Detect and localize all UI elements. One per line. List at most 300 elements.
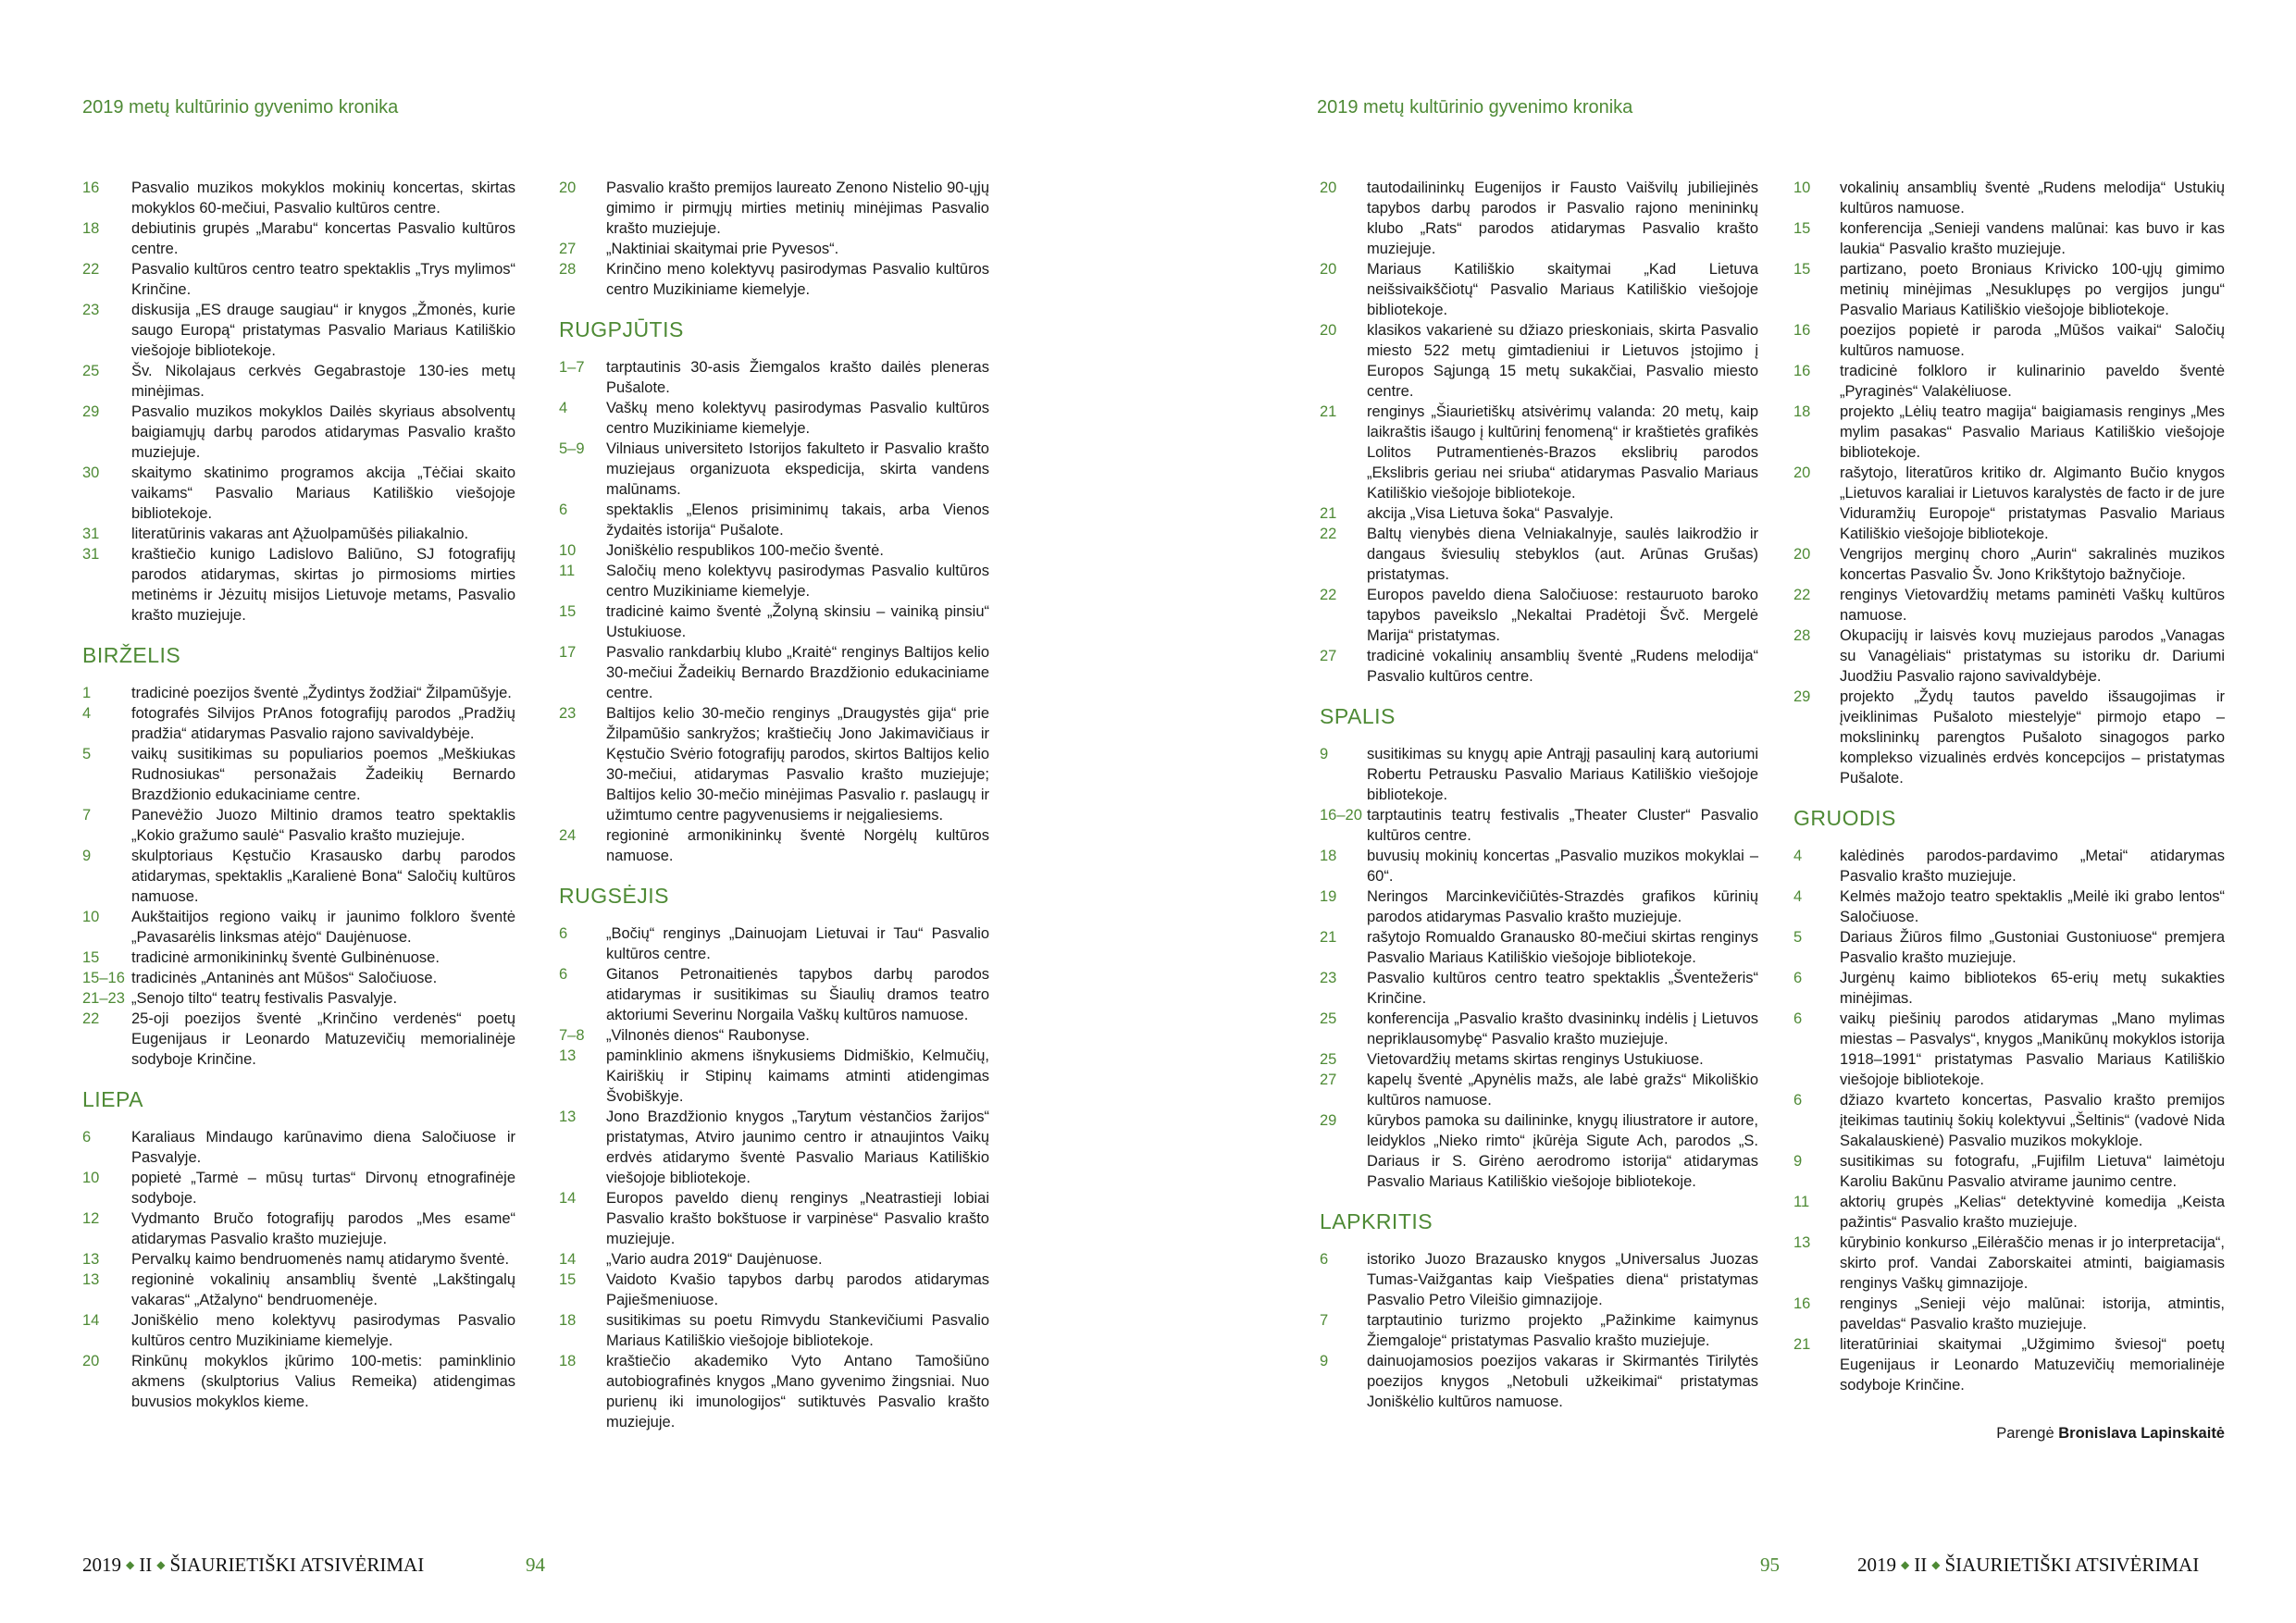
entry-date: 27	[1320, 648, 1337, 664]
entry-date: 22	[1793, 587, 1811, 603]
entry-date: 9	[82, 848, 92, 864]
entry-text: diskusija „ES drauge saugiau“ ir knygos „Žmonės, kurie saugo Europą“ pristatymas Pasvalio Mariaus Katiliškio viešojoje bibliotekoje.	[131, 302, 515, 359]
chronicle-entry	[1793, 1334, 2225, 1395]
entry-text: Gitanos Petronaitienės tapybos darbų parodos atidarymas ir susitikimas su Šiaulių dramos teatro aktoriumi Severinu Norgaila Vaškų kultūros namuose.	[606, 966, 989, 1023]
entry-text: kapelų šventė „Apynėlis mažs, ale labė gražs“ Mikoliškio kultūros namuose.	[1367, 1072, 1758, 1109]
chronicle-entry	[1793, 178, 2225, 218]
chronicle-entry	[1320, 805, 1758, 846]
entry-date: 16	[1793, 322, 1811, 339]
entry-date: 21	[1320, 505, 1337, 522]
chronicle-entry	[559, 1249, 989, 1270]
page-number-right: 95	[1760, 1554, 1780, 1576]
column-3-entries	[1320, 178, 1758, 1412]
chronicle-entry	[1320, 503, 1758, 524]
entry-date: 27	[1320, 1072, 1337, 1088]
entry-text: vaikų susitikimas su populiarios poemos „Meškiukas Rudnosiukas“ personažais Žadeikių Bernardo Brazdžionio edukaciniame centre.	[131, 746, 515, 803]
entry-date: 16	[1793, 1295, 1811, 1312]
entry-text: spektaklis „Elenos prisiminimų takais, arba Vienos žydaitės istorija“ Pušalote.	[606, 502, 989, 539]
entry-date: 6	[1793, 970, 1803, 986]
chronicle-entry	[1793, 626, 2225, 687]
entry-text: Europos paveldo diena Saločiuose: restauruoto baroko tapybos paveikslo „Nekaltai Pradėtoji Švč. Mergelė Marija“ pristatymas.	[1367, 587, 1758, 644]
entry-text: susitikimas su knygų apie Antrąjį pasaulinį karą autoriumi Robertu Petrausku Pasvalio Mariaus Katiliškio viešojoje bibliotekoje.	[1367, 746, 1758, 803]
chronicle-entry	[82, 463, 515, 524]
entry-text: tradicinė kaimo šventė „Žolyną skinsiu – vainiką pinsiu“ Ustukiuose.	[606, 603, 989, 640]
chronicle-entry	[1793, 886, 2225, 927]
chronicle-entry	[559, 703, 989, 825]
month-heading: LIEPA	[82, 1087, 143, 1111]
chronicle-entry	[1793, 402, 2225, 463]
chronicle-entry	[1793, 1151, 2225, 1192]
chronicle-entry	[1793, 1090, 2225, 1151]
diamond-icon: ◆	[156, 1558, 166, 1571]
entry-date: 25	[1320, 1010, 1337, 1027]
chronicle-entry	[1793, 320, 2225, 361]
entry-text: Dariaus Žiūros filmo „Gustoniai Gustoniuose“ premjera Pasvalio krašto muziejuje.	[1840, 929, 2225, 966]
chronicle-entry	[82, 524, 515, 544]
entry-text: regioninė vokalinių ansamblių šventė „Lakštingalų vakaras“ „Atžalyno“ bendruomenėje.	[131, 1271, 515, 1308]
entry-date: 18	[559, 1353, 577, 1369]
column-4-entries	[1793, 178, 2225, 1395]
entry-date: 20	[1320, 261, 1337, 278]
entry-date: 6	[559, 502, 568, 518]
chronicle-entry	[1320, 178, 1758, 259]
entry-text: fotografės Silvijos PrAnos fotografijų parodos „Pradžių pradžia“ atidarymas Pasvalio rajono savivaldybėje.	[131, 705, 515, 742]
entry-date: 15	[1793, 261, 1811, 278]
entry-date: 7	[1320, 1312, 1329, 1329]
diamond-icon: ◆	[1931, 1558, 1941, 1571]
chronicle-entry	[1320, 1110, 1758, 1192]
entry-date: 13	[559, 1047, 577, 1064]
entry-date: 9	[1793, 1153, 1803, 1170]
entry-text: Kelmės mažojo teatro spektaklis „Meilė iki grabo lentos“ Saločiuose.	[1840, 888, 2225, 925]
entry-text: kraštiečio akademiko Vyto Antano Tamošiūno autobiografinės knygos „Mano gyvenimo žingsniai. Nuo purienų iki imunologijos“ sutiktuvės Pasvalio krašto muziejuje.	[606, 1353, 989, 1431]
entry-date: 5–9	[559, 440, 585, 457]
entry-text: vokalinių ansamblių šventė „Rudens melodija“ Ustukių kultūros namuose.	[1840, 180, 2225, 217]
running-header-right: 2019 metų kultūrinio gyvenimo kronika	[1317, 97, 1633, 118]
entry-text: susitikimas su poetu Rimvydu Stankevičiumi Pasvalio Mariaus Katiliškio viešojoje bibliotekoje.	[606, 1312, 989, 1349]
entry-date: 6	[559, 925, 568, 942]
entry-date: 22	[1320, 587, 1337, 603]
chronicle-entry	[559, 1270, 989, 1310]
entry-date: 20	[1320, 322, 1337, 339]
entry-date: 12	[82, 1210, 100, 1227]
chronicle-entry	[1320, 1310, 1758, 1351]
chronicle-entry	[1320, 585, 1758, 646]
column-1	[82, 178, 515, 1412]
chronicle-entry	[1793, 1192, 2225, 1233]
entry-date: 31	[82, 546, 100, 563]
footer-right	[1857, 1553, 2199, 1577]
entry-text: „Senojo tilto“ teatrų festivalis Pasvalyje.	[131, 990, 398, 1007]
chronicle-entry	[1793, 218, 2225, 259]
chronicle-entry	[559, 178, 989, 239]
entry-date: 23	[82, 302, 100, 318]
chronicle-entry	[82, 544, 515, 626]
chronicle-entry	[559, 357, 989, 398]
chronicle-entry	[1320, 1049, 1758, 1070]
entry-text: poezijos popietė ir paroda „Mūšos vaikai“ Saločių kultūros namuose.	[1840, 322, 2225, 359]
entry-text: Saločių meno kolektyvų pasirodymas Pasvalio kultūros centro Muzikiniame kiemelyje.	[606, 563, 989, 600]
entry-text: renginys „Šiaurietiškų atsivėrimų valanda: 20 metų, kaip laikraštis išaugo į kultūrinį fenomeną“ ir kraštietės grafikės Lolitos Putramentienės-Brazos ekslibrių parodos „Ekslibris geriau nei sriuba“ atidarymas Pasvalio Mariaus Katiliškio viešojoje bibliotekoje.	[1367, 403, 1758, 502]
entry-date: 11	[559, 563, 576, 579]
entry-date: 21	[1793, 1336, 1811, 1353]
entry-date: 7–8	[559, 1027, 585, 1044]
chronicle-entry	[82, 744, 515, 805]
entry-date: 10	[559, 542, 577, 559]
entry-date: 29	[1320, 1112, 1337, 1129]
chronicle-entry	[1320, 524, 1758, 585]
entry-text: tradicinė vokalinių ansamblių šventė „Rudens melodija“ Pasvalio kultūros centre.	[1367, 648, 1758, 685]
entry-text: Europos paveldo dienų renginys „Neatrastieji lobiai Pasvalio krašto bokštuose ir varpinėse“ Pasvalio krašto muziejuje.	[606, 1190, 989, 1247]
entry-date: 18	[1320, 848, 1337, 864]
entry-date: 22	[82, 1010, 100, 1027]
entry-date: 6	[82, 1129, 92, 1146]
entry-date: 6	[1320, 1251, 1329, 1268]
entry-date: 4	[559, 400, 568, 416]
chronicle-entry	[82, 402, 515, 463]
entry-date: 20	[1793, 465, 1811, 481]
chronicle-entry	[82, 703, 515, 744]
chronicle-entry	[559, 239, 989, 259]
entry-date: 25	[82, 363, 100, 379]
entry-date: 29	[1793, 688, 1811, 705]
entry-date: 16	[82, 180, 100, 196]
chronicle-entry	[82, 1208, 515, 1249]
entry-text: popietė „Tarmė – mūsų turtas“ Dirvonų etnografinėje sodyboje.	[131, 1170, 515, 1207]
credit-label: Parengė	[1996, 1425, 2054, 1442]
chronicle-entry	[559, 1046, 989, 1107]
chronicle-entry	[1320, 846, 1758, 886]
entry-text: Karaliaus Mindaugo karūnavimo diena Saločiuose ir Pasvalyje.	[131, 1129, 515, 1166]
chronicle-entry	[559, 561, 989, 601]
entry-date: 19	[1320, 888, 1337, 905]
entry-text: paminklinio akmens išnykusiems Didmiškio, Kelmučių, Kairiškių ir Stipinų kaimams atminti atidengimas Švobiškyje.	[606, 1047, 989, 1105]
entry-date: 14	[559, 1251, 577, 1268]
chronicle-entry	[1793, 927, 2225, 968]
chronicle-entry	[1793, 968, 2225, 1009]
entry-text: Vengrijos merginų choro „Aurin“ sakralinės muzikos koncertas Pasvalio Šv. Jono Krikštytojo bažnyčioje.	[1840, 546, 2225, 583]
entry-text: Aukštaitijos regiono vaikų ir jaunimo folkloro šventė „Pavasarėlis linksmas atėjo“ Daujėnuose.	[131, 909, 515, 946]
chronicle-entry	[559, 398, 989, 439]
entry-text: „Naktiniai skaitymai prie Pyvesos“.	[606, 241, 839, 257]
entry-text: projekto „Žydų tautos paveldo išsaugojimas ir įveiklinimas Pušaloto miestelyje“ pirmojo etapo – mokslininkų parengtos Pušaloto sinagogos parko komplekso vizualinės erdvės koncepcijos – pristatymas Pušalote.	[1840, 688, 2225, 787]
chronicle-entry	[1320, 259, 1758, 320]
entry-text: Vaidoto Kvašio tapybos darbų parodos atidarymas Pajiešmeniuose.	[606, 1271, 989, 1308]
entry-text: Vietovardžių metams skirtas renginys Ustukiuose.	[1367, 1051, 1704, 1068]
chronicle-entry	[1793, 687, 2225, 788]
entry-date: 21–23	[82, 990, 125, 1007]
entry-text: kūrybos pamoka su dailininke, knygų iliustratore ir autore, leidyklos „Nieko rimto“ įkūrėja Sigute Ach, parodos „S. Dariaus ir S. Girėno aerodromo istorija“ atidarymas Pasvalio Mariaus Katiliškio viešojoje bibliotekoje.	[1367, 1112, 1758, 1190]
entry-date: 1–7	[559, 359, 585, 376]
footer-issue: II	[1914, 1554, 1928, 1576]
entry-text: aktorių grupės „Kelias“ detektyvinė komedija „Keista pažintis“ Pasvalio krašto muziejuje.	[1840, 1194, 2225, 1231]
entry-text: tradicinės „Antaninės ant Mūšos“ Saločiuose.	[131, 970, 438, 986]
entry-text: džiazo kvarteto koncertas, Pasvalio krašto premijos įteikimas tautinių šokių kolektyvui „Šeltinis“ (vadovė Nida Sakalauskienė) Pasvalio muzikos mokykloje.	[1840, 1092, 2225, 1149]
chronicle-entry	[82, 300, 515, 361]
entry-text: Pasvalio kultūros centro teatro spektaklis „Trys mylimos“ Krinčine.	[131, 261, 515, 298]
entry-text: kalėdinės parodos-pardavimo „Metai“ atidarymas Pasvalio krašto muziejuje.	[1840, 848, 2225, 885]
entry-date: 11	[1793, 1194, 1810, 1210]
entry-text: Jono Brazdžionio knygos „Tarytum vėstančios žarijos“ pristatymas, Atviro jaunimo centro ir atnaujintos Vaikų erdvės atidarymo šventė Pasvalio Mariaus Katiliškio viešojoje bibliotekoje.	[606, 1109, 989, 1186]
chronicle-entry	[559, 601, 989, 642]
chronicle-entry	[559, 1025, 989, 1046]
entry-date: 28	[1793, 627, 1811, 644]
entry-date: 18	[1793, 403, 1811, 420]
entry-text: Vaškų meno kolektyvų pasirodymas Pasvalio kultūros centro Muzikiniame kiemelyje.	[606, 400, 989, 437]
chronicle-entry	[82, 1310, 515, 1351]
chronicle-entry	[82, 1351, 515, 1412]
entry-date: 17	[559, 644, 577, 661]
entry-date: 1	[82, 685, 92, 701]
entry-date: 4	[1793, 888, 1803, 905]
chronicle-entry	[559, 1310, 989, 1351]
credit-author: Bronislava Lapinskaitė	[2058, 1425, 2225, 1442]
entry-text: tradicinė poezijos šventė „Žydintys žodžiai“ Žilpamūšyje.	[131, 685, 512, 701]
entry-text: istoriko Juozo Brazausko knygos „Universalus Juozas Tumas-Vaižgantas kaip Viešpaties diena“ pristatymas Pasvalio Petro Vileišio gimnazijoje.	[1367, 1251, 1758, 1308]
entry-text: literatūrinis vakaras ant Ąžuolpamūšės piliakalnio.	[131, 526, 469, 542]
chronicle-entry	[559, 259, 989, 300]
chronicle-entry	[559, 964, 989, 1025]
month-heading: GRUODIS	[1793, 806, 1896, 830]
month-heading: BIRŽELIS	[82, 643, 181, 667]
entry-date: 20	[1793, 546, 1811, 563]
entry-text: Panevėžio Juozo Miltinio dramos teatro spektaklis „Kokio gražumo saulė“ Pasvalio krašto muziejuje.	[131, 807, 515, 844]
entry-date: 4	[1793, 848, 1803, 864]
chronicle-entry	[1793, 259, 2225, 320]
entry-text: Pervalkų kaimo bendruomenės namų atidarymo šventė.	[131, 1251, 510, 1268]
entry-text: renginys „Senieji vėjo malūnai: istorija, atmintis, paveldas“ Pasvalio krašto muziejuje.	[1840, 1295, 2225, 1332]
entry-date: 5	[82, 746, 92, 762]
entry-date: 23	[1320, 970, 1337, 986]
chronicle-entry	[82, 259, 515, 300]
entry-date: 24	[559, 827, 577, 844]
chronicle-entry	[559, 540, 989, 561]
chronicle-entry	[1320, 968, 1758, 1009]
entry-date: 16	[1793, 363, 1811, 379]
entry-date: 28	[559, 261, 577, 278]
entry-text: tarptautinis 30-asis Žiemgalos krašto dailės pleneras Pušalote.	[606, 359, 989, 396]
entry-date: 14	[82, 1312, 100, 1329]
entry-text: tradicinė armonikininkų šventė Gulbinėnuose.	[131, 949, 440, 966]
chronicle-entry	[559, 1107, 989, 1188]
chronicle-entry	[1320, 1351, 1758, 1412]
entry-text: debiutinis grupės „Marabu“ koncertas Pasvalio kultūros centre.	[131, 220, 515, 257]
chronicle-entry	[559, 1188, 989, 1249]
chronicle-entry	[1320, 1249, 1758, 1310]
entry-text: Joniškėlio meno kolektyvų pasirodymas Pasvalio kultūros centro Muzikiniame kiemelyje.	[131, 1312, 515, 1349]
entry-text: literatūriniai skaitymai „Užgimimo šviesoj“ poetų Eugenijaus ir Leonardo Matuzevičių memorialinėje sodyboje Krinčine.	[1840, 1336, 2225, 1394]
chronicle-entry	[559, 825, 989, 866]
chronicle-entry	[82, 683, 515, 703]
entry-date: 30	[82, 465, 100, 481]
entry-text: klasikos vakarienė su džiazo prieskoniais, skirta Pasvalio miesto 522 metų gimtadieniui ir Lietuvos įstojimo į Europos Sąjungą 15 metų sukakčiai, Pasvalio miesto centre.	[1367, 322, 1758, 400]
entry-text: kūrybinio konkurso „Eilėraščio menas ir jo interpretacija“, skirto prof. Vandai Zaborskaitei atminti, baigiamasis renginys Vaškų gimnazijoje.	[1840, 1234, 2225, 1292]
diamond-icon: ◆	[1901, 1558, 1910, 1571]
entry-text: tradicinė folkloro ir kulinarinio paveldo šventė „Pyraginės“ Valakėliuose.	[1840, 363, 2225, 400]
footer-year: 2019	[82, 1554, 121, 1576]
entry-text: Neringos Marcinkevičiūtės-Strazdės grafikos kūrinių parodos atidarymas Pasvalio krašto muziejuje.	[1367, 888, 1758, 925]
entry-date: 16–20	[1320, 807, 1362, 824]
entry-text: Krinčino meno kolektyvų pasirodymas Pasvalio kultūros centro Muzikiniame kiemelyje.	[606, 261, 989, 298]
chronicle-entry	[559, 1351, 989, 1432]
chronicle-entry	[82, 948, 515, 968]
chronicle-entry	[1793, 463, 2225, 544]
chronicle-entry	[1320, 1009, 1758, 1049]
entry-text: konferencija „Pasvalio krašto dvasininkų indėlis į Lietuvos nepriklausomybę“ Pasvalio krašto muziejuje.	[1367, 1010, 1758, 1047]
entry-date: 13	[82, 1251, 100, 1268]
running-header-left: 2019 metų kultūrinio gyvenimo kronika	[82, 97, 399, 118]
entry-date: 22	[1320, 526, 1337, 542]
chronicle-entry	[1793, 361, 2225, 402]
entry-text: dainuojamosios poezijos vakaras ir Skirmantės Tirilytės poezijos knygos „Netobuli užkeikimai“ pristatymas Joniškėlio kultūros namuose.	[1367, 1353, 1758, 1410]
entry-date: 10	[82, 909, 100, 925]
chronicle-entry	[1320, 886, 1758, 927]
entry-date: 6	[1793, 1010, 1803, 1027]
entry-date: 9	[1320, 746, 1329, 762]
entry-date: 7	[82, 807, 92, 824]
entry-text: renginys Vietovardžių metams paminėti Vaškų kultūros namuose.	[1840, 587, 2225, 624]
month-heading: SPALIS	[1320, 704, 1396, 728]
chronicle-entry	[82, 1009, 515, 1070]
chronicle-entry	[559, 642, 989, 703]
chronicle-entry	[82, 968, 515, 988]
entry-text: rašytojo, literatūros kritiko dr. Algimanto Bučio knygos „Lietuvos karaliai ir Lietuvos karalystės de facto ir de jure Viduramžių Europoje“ pristatymas Pasvalio Mariaus Katiliškio viešojoje bibliotekoje.	[1840, 465, 2225, 542]
entry-text: Pasvalio muzikos mokyklos Dailės skyriaus absolventų baigiamųjų darbų parodos atidarymas Pasvalio krašto muziejuje.	[131, 403, 515, 461]
entry-date: 20	[1320, 180, 1337, 196]
chronicle-entry	[1793, 544, 2225, 585]
entry-text: Mariaus Katiliškio skaitymai „Kad Lietuva neišsivaikščiotų“ Pasvalio Mariaus Katiliškio viešojoje bibliotekoje.	[1367, 261, 1758, 318]
footer-issue: II	[139, 1554, 153, 1576]
month-heading: RUGSĖJIS	[559, 884, 670, 908]
entry-date: 18	[559, 1312, 577, 1329]
entry-text: tarptautinio turizmo projekto „Pažinkime kaimynus Žiemgaloje“ pristatymas Pasvalio krašto muziejuje.	[1367, 1312, 1758, 1349]
entry-date: 15	[1793, 220, 1811, 237]
entry-date: 20	[559, 180, 577, 196]
entry-date: 10	[1793, 180, 1811, 196]
chronicle-entry	[1793, 1009, 2225, 1090]
entry-text: rašytojo Romualdo Granausko 80-mečiui skirtas renginys Pasvalio Mariaus Katiliškio viešojoje bibliotekoje.	[1367, 929, 1758, 966]
entry-date: 15–16	[82, 970, 125, 986]
entry-date: 15	[82, 949, 100, 966]
entry-date: 23	[559, 705, 577, 722]
entry-date: 27	[559, 241, 577, 257]
entry-text: 25-oji poezijos šventė „Krinčino verdenės“ poetų Eugenijaus ir Leonardo Matuzevičių memorialinėje sodyboje Krinčine.	[131, 1010, 515, 1068]
chronicle-entry	[1793, 585, 2225, 626]
entry-text: Pasvalio krašto premijos laureato Zenono Nistelio 90-ųjų gimimo ir pirmųjų mirties metinių minėjimas Pasvalio krašto muziejuje.	[606, 180, 989, 237]
entry-text: Vydmanto Bručo fotografijų parodos „Mes esame“ atidarymas Pasvalio krašto muziejuje.	[131, 1210, 515, 1247]
column-4	[1793, 178, 2225, 1443]
entry-text: projekto „Lėlių teatro magija“ baigiamasis renginys „Mes mylim pasakas“ Pasvalio Mariaus Katiliškio viešojoje bibliotekoje.	[1840, 403, 2225, 461]
entry-date: 18	[82, 220, 100, 237]
chronicle-entry	[82, 1270, 515, 1310]
entry-text: konferencija „Senieji vandens malūnai: kas buvo ir kas laukia“ Pasvalio krašto muziejuje.	[1840, 220, 2225, 257]
entry-text: Pasvalio rankdarbių klubo „Kraitė“ renginys Baltijos kelio 30-mečiui Žadeikių Bernardo Brazdžionio edukaciniame centre.	[606, 644, 989, 701]
chronicle-entry	[82, 361, 515, 402]
entry-text: skulptoriaus Kęstučio Krasausko darbų parodos atidarymas, spektaklis „Karalienė Bona“ Saločių kultūros namuose.	[131, 848, 515, 905]
entry-text: Baltijos kelio 30-mečio renginys „Draugystės gija“ prie Žilpamūšio sankryžos; kraštiečių Jono Jakimavičiaus ir Kęstučio Svėrio fotografijų parodos, skirtos Baltijos kelio 30-mečiui, atidarymas Pasvalio krašto muziejuje; Baltijos kelio 30-mečio minėjimas Pasvalio r. paslaugų ir užimtumo centre pagyvenusiems ir neįgaliesiems.	[606, 705, 989, 824]
chronicle-entry	[82, 1249, 515, 1270]
entry-date: 20	[82, 1353, 100, 1369]
chronicle-entry	[559, 923, 989, 964]
entry-date: 15	[559, 1271, 577, 1288]
chronicle-entry	[1320, 744, 1758, 805]
entry-text: buvusių mokinių koncertas „Pasvalio muzikos mokyklai – 60“.	[1367, 848, 1758, 885]
chronicle-entry	[1793, 1294, 2225, 1334]
chronicle-entry	[82, 846, 515, 907]
entry-text: skaitymo skatinimo programos akcija „Tėčiai skaito vaikams“ Pasvalio Mariaus Katiliškio viešojoje bibliotekoje.	[131, 465, 515, 522]
entry-text: vaikų piešinių parodos atidarymas „Mano mylimas miestas – Pasvalys“, knygos „Manikūnų mokyklos istorija 1918–1991“ pristatymas Pasvalio Mariaus Katiliškio viešojoje bibliotekoje.	[1840, 1010, 2225, 1088]
entry-date: 4	[82, 705, 92, 722]
month-heading: RUGPJŪTIS	[559, 317, 684, 341]
entry-text: tarptautinis teatrų festivalis „Theater Cluster“ Pasvalio kultūros centre.	[1367, 807, 1758, 844]
entry-text: kraštiečio kunigo Ladislovo Baliūno, SJ fotografijų parodos atidarymas, skirtas jo pirmosioms mirties metinėms ir Jėzuitų misijos Lietuvoje metams, Pasvalio krašto muziejuje.	[131, 546, 515, 624]
chronicle-entry	[1793, 846, 2225, 886]
entry-date: 21	[1320, 403, 1337, 420]
entry-text: susitikimas su fotografu, „Fujifilm Lietuva“ laimėtoju Karoliu Bakūnu Pasvalio atvirame jaunimo centre.	[1840, 1153, 2225, 1190]
chronicle-entry	[82, 218, 515, 259]
entry-text: Jurgėnų kaimo bibliotekos 65-erių metų sukakties minėjimas.	[1840, 970, 2225, 1007]
footer-year: 2019	[1857, 1554, 1896, 1576]
diamond-icon: ◆	[126, 1558, 135, 1571]
month-heading: LAPKRITIS	[1320, 1209, 1433, 1233]
footer-left	[82, 1553, 424, 1577]
chronicle-entry	[559, 500, 989, 540]
footer-journal: ŠIAURIETIŠKI ATSIVĖRIMAI	[1944, 1554, 2200, 1576]
chronicle-entry	[82, 805, 515, 846]
entry-text: Rinkūnų mokyklos įkūrimo 100-metis: paminklinio akmens (skulptorius Valius Remeika) atidengimas buvusios mokyklos kieme.	[131, 1353, 515, 1410]
entry-date: 13	[82, 1271, 100, 1288]
entry-date: 21	[1320, 929, 1337, 946]
column-3	[1320, 178, 1758, 1412]
entry-text: „Bočių“ renginys „Dainuojam Lietuvai ir Tau“ Pasvalio kultūros centre.	[606, 925, 989, 962]
entry-text: Pasvalio muzikos mokyklos mokinių koncertas, skirtas mokyklos 60-mečiui, Pasvalio kultūros centre.	[131, 180, 515, 217]
page-number-left: 94	[526, 1554, 545, 1576]
chronicle-entry	[82, 1127, 515, 1168]
entry-text: regioninė armonikininkų šventė Norgėlų kultūros namuose.	[606, 827, 989, 864]
entry-date: 6	[1793, 1092, 1803, 1109]
entry-date: 5	[1793, 929, 1803, 946]
chronicle-entry	[1320, 646, 1758, 687]
entry-date: 15	[559, 603, 577, 620]
entry-date: 31	[82, 526, 100, 542]
chronicle-entry	[1320, 1070, 1758, 1110]
entry-text: „Vilnonės dienos“ Raubonyse.	[606, 1027, 810, 1044]
entry-date: 14	[559, 1190, 577, 1207]
entry-date: 13	[559, 1109, 577, 1125]
entry-text: Joniškėlio respublikos 100-mečio šventė.	[606, 542, 884, 559]
entry-text: Šv. Nikolajaus cerkvės Gegabrastoje 130-ies metų minėjimas.	[131, 363, 515, 400]
chronicle-entry	[82, 988, 515, 1009]
entry-date: 29	[82, 403, 100, 420]
entry-text: „Vario audra 2019“ Daujėnuose.	[606, 1251, 823, 1268]
entry-text: Vilniaus universiteto Istorijos fakulteto ir Pasvalio krašto muziejaus organizuota ekspedicija, skirta vandens malūnams.	[606, 440, 989, 498]
entry-date: 6	[559, 966, 568, 983]
chronicle-entry	[1320, 402, 1758, 503]
chronicle-entry	[1320, 927, 1758, 968]
entry-date: 10	[82, 1170, 100, 1186]
entry-date: 13	[1793, 1234, 1811, 1251]
entry-date: 9	[1320, 1353, 1329, 1369]
entry-date: 22	[82, 261, 100, 278]
entry-date: 25	[1320, 1051, 1337, 1068]
credit-line	[1793, 1423, 2225, 1443]
chronicle-entry	[82, 907, 515, 948]
chronicle-entry	[82, 1168, 515, 1208]
entry-text: tautodailininkų Eugenijos ir Fausto Vaišvilų jubiliejinės tapybos darbų parodos ir Pasvalio rajono menininkų klubo „Rats“ parodos atidarymas Pasvalio krašto muziejuje.	[1367, 180, 1758, 257]
entry-text: Baltų vienybės diena Velniakalnyje, saulės laikrodžio ir dangaus šviesulių stebyklos (aut. Arūnas Grušas) pristatymas.	[1367, 526, 1758, 583]
entry-text: partizano, poeto Broniaus Krivicko 100-ųjų gimimo metinių minėjimas „Nesuklupęs po vergijos jungu“ Pasvalio Mariaus Katiliškio viešojoje bibliotekoje.	[1840, 261, 2225, 318]
entry-text: akcija „Visa Lietuva šoka“ Pasvalyje.	[1367, 505, 1614, 522]
